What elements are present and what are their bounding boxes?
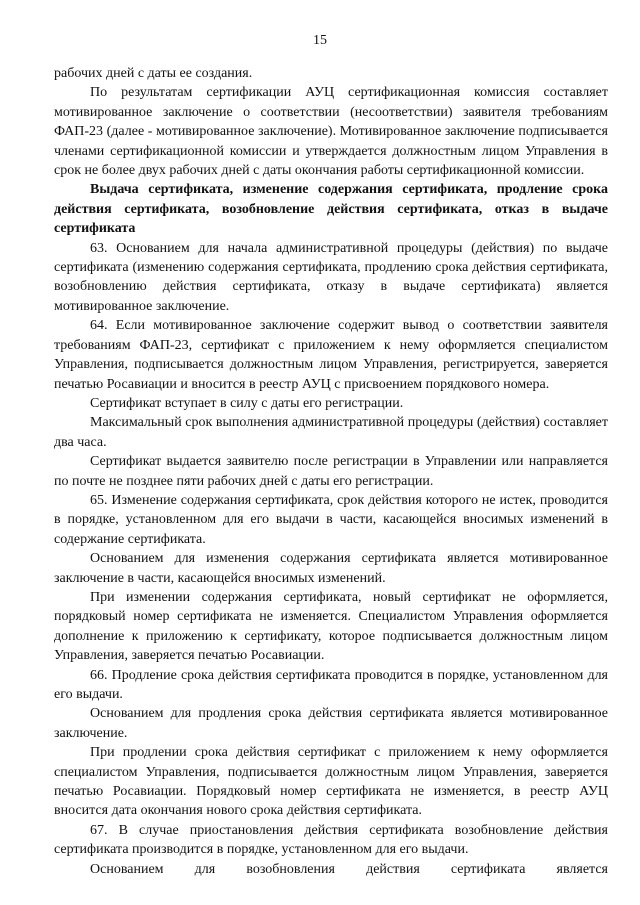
paragraph-63: 63. Основанием для начала административной процедуры (действия) по выдаче сертификата (изменению содержания сертификата, продлению срока действия сертификата, возобновлению действия сертификата, отказу в выдаче сертификата) является мотивированное заключение. — [54, 240, 608, 314]
paragraph-effective-date: Сертификат вступает в силу с даты его регистрации. — [90, 395, 404, 411]
body-text — [54, 64, 608, 879]
paragraph-max-duration: Максимальный срок выполнения административной процедуры (действия) составляет два часа. — [54, 415, 608, 450]
paragraph-65: 65. Изменение содержания сертификата, срок действия которого не истек, проводится в порядке, установленном для его выдачи в части, касающейся вносимых изменений в содержание сертификата. — [54, 492, 608, 547]
paragraph-renewal-basis: Основанием для возобновления действия сертификата является — [90, 861, 608, 877]
paragraph-change-basis: Основанием для изменения содержания сертификата является мотивированное заключение в части, касающейся вносимых изменений. — [54, 551, 608, 586]
paragraph-change-procedure: При изменении содержания сертификата, новый сертификат не оформляется, порядковый номер сертификата не изменяется. Специалистом Управления оформляется дополнение к приложению к сертификату, которое подписывается должностным лицом Управления, заверяется печатью Росавиации. — [54, 589, 608, 664]
paragraph-64: 64. Если мотивированное заключение содержит вывод о соответствии заявителя требованиям ФАП-23, сертификат с приложением к нему оформляется специалистом Управления, подписывается должностным лицом Управления, регистрируется, заверяется печатью Росавиации и вносится в реестр АУЦ с присвоением порядкового номера. — [54, 318, 608, 392]
paragraph-66: 66. Продление срока действия сертификата проводится в порядке, установленном для его выдачи. — [54, 667, 608, 702]
paragraph-certification-results: По результатам сертификации АУЦ сертификационная комиссия составляет мотивированное заключение о соответствии (несоответствии) заявителя требованиям ФАП-23 (далее - мотивированное заключение). Мотивированное заключение подписывается членами сертификационной комиссии и утверждается должностным лицом Управления в срок не более двух рабочих дней с даты окончания работы сертификационной комиссии. — [54, 85, 608, 179]
section-heading: Выдача сертификата, изменение содержания сертификата, продление срока действия сертификата, возобновление действия сертификата, отказ в выдаче сертификата — [54, 182, 608, 237]
paragraph-67: 67. В случае приостановления действия сертификата возобновление действия сертификата производится в порядке, установленном для его выдачи. — [54, 822, 608, 858]
paragraph-extension-procedure: При продлении срока действия сертификат с приложением к нему оформляется специалистом Управления, подписывается должностным лицом Управления, заверяется печатью Росавиации. Порядковый номер сертификата не изменяется, в реестр АУЦ вносится дата окончания нового срока действия сертификата. — [54, 745, 608, 819]
paragraph-extension-basis: Основанием для продления срока действия сертификата является мотивированное заключение. — [54, 706, 608, 741]
paragraph-continuation: рабочих дней с даты ее создания. — [54, 66, 253, 81]
page-number: 15 — [313, 33, 327, 48]
paragraph-issuance: Сертификат выдается заявителю после регистрации в Управлении или направляется по почте не позднее пяти рабочих дней с даты его регистрации. — [54, 454, 608, 489]
